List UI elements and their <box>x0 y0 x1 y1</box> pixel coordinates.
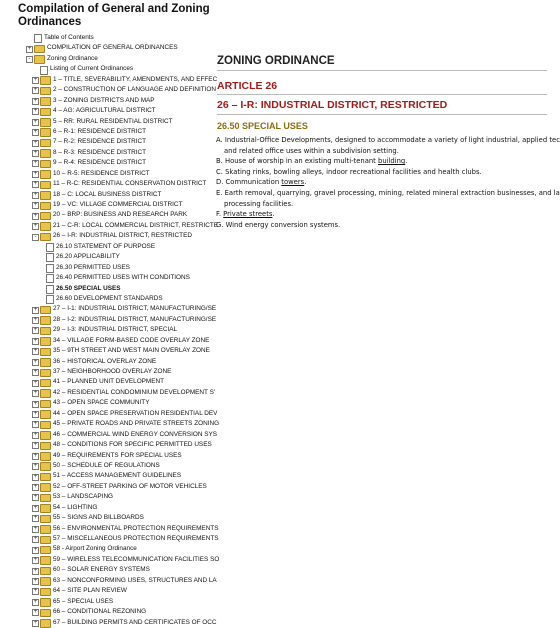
special-use-item <box>216 188 560 199</box>
toc-folder-item[interactable] <box>0 336 212 346</box>
toc-folder-item[interactable] <box>0 96 212 106</box>
toc-folder-item[interactable] <box>0 440 212 450</box>
expand-icon[interactable]: + <box>33 160 38 167</box>
special-use-item <box>216 135 560 146</box>
expand-icon[interactable]: + <box>33 390 38 397</box>
document-icon <box>46 295 54 304</box>
toc-item-label: 26 – I-R: INDUSTRIAL DISTRICT, RESTRICTED <box>53 232 192 240</box>
toc-folder-item[interactable] <box>0 315 217 325</box>
folder-icon <box>40 108 51 117</box>
folder-icon <box>40 87 51 96</box>
use-link[interactable]: building <box>378 157 406 166</box>
toc-document-item[interactable] <box>0 273 212 283</box>
folder-icon <box>40 598 51 607</box>
toc-item-label: 60 – SOLAR ENERGY SYSTEMS <box>53 566 150 574</box>
expand-icon[interactable]: + <box>33 546 38 553</box>
expand-icon[interactable]: + <box>33 108 38 115</box>
toc-folder-item[interactable] <box>0 544 212 554</box>
expand-icon[interactable]: + <box>33 473 38 480</box>
toc-item-label: 45 – PRIVATE ROADS AND PRIVATE STREETS ZONING <box>53 420 220 428</box>
toc-folder-item[interactable] <box>0 534 219 544</box>
toc-item-label: 48 – CONDITIONS FOR SPECIFIC PERMITTED USES <box>53 441 212 449</box>
folder-icon <box>40 442 51 451</box>
use-text: Industrial-Office Developments, designed to accommodate a variety of light industrial, applied tec <box>224 136 560 144</box>
document-icon <box>40 66 48 75</box>
expand-icon[interactable]: + <box>33 181 38 188</box>
folder-icon <box>40 212 51 221</box>
divider <box>217 70 547 71</box>
divider <box>217 94 547 95</box>
toc-panel <box>0 0 220 626</box>
expand-icon[interactable]: + <box>33 97 38 104</box>
use-text: Wind energy conversion systems. <box>225 220 341 229</box>
expand-icon[interactable]: + <box>33 619 38 626</box>
toc-folder-item[interactable] <box>0 43 212 53</box>
toc-item-label: 46 – COMMERCIAL WIND ENERGY CONVERSION SYS <box>53 430 218 438</box>
toc-folder-item[interactable] <box>0 54 212 64</box>
toc-item-label: 11 – R-C: RESIDENTIAL CONSERVATION DISTRICT <box>53 180 207 188</box>
use-link[interactable]: towers <box>281 178 305 187</box>
document-icon <box>46 243 54 252</box>
document-icon <box>46 253 54 262</box>
folder-icon <box>34 55 45 64</box>
folder-icon <box>40 421 51 430</box>
subsection-title: 26.50 SPECIAL USES <box>217 121 308 131</box>
folder-icon <box>40 316 51 325</box>
toc-document-item[interactable] <box>0 284 212 294</box>
expand-icon[interactable]: + <box>33 515 38 522</box>
toc-folder-item[interactable] <box>0 137 212 147</box>
expand-icon[interactable]: + <box>33 139 38 146</box>
folder-icon <box>40 504 51 513</box>
folder-icon <box>40 170 51 179</box>
folder-icon <box>40 400 51 409</box>
folder-icon <box>40 452 51 461</box>
use-link[interactable]: Private streets <box>223 210 273 219</box>
expand-icon[interactable]: + <box>33 170 38 177</box>
folder-icon <box>40 431 51 440</box>
toc-folder-item[interactable] <box>0 503 212 513</box>
toc-tree <box>0 33 220 628</box>
folder-icon <box>40 473 51 482</box>
toc-item-label: 19 – VC: VILLAGE COMMERCIAL DISTRICT <box>53 201 183 208</box>
toc-item-label: 26.30 PERMITTED USES <box>56 263 130 271</box>
toc-item-label: 54 – LIGHTING <box>53 503 98 511</box>
toc-document-item[interactable] <box>0 64 212 74</box>
folder-icon <box>40 410 51 419</box>
toc-item-label: 59 – WIRELESS TELECOMMUNICATION FACILITIES SO <box>53 555 220 563</box>
folder-icon <box>40 337 51 346</box>
section-title: 26 – I-R: INDUSTRIAL DISTRICT, RESTRICTED <box>217 99 448 111</box>
expand-icon[interactable]: + <box>33 536 38 543</box>
toc-item-label: 35 – 9TH STREET AND WEST MAIN OVERLAY ZONE <box>53 347 210 355</box>
document-view <box>213 0 560 588</box>
toc-item-label: COMPILATION OF GENERAL ORDINANCES <box>47 44 178 52</box>
toc-item-label: 27 – I-1: INDUSTRIAL DISTRICT, MANUFACTURING/SE <box>53 305 217 313</box>
folder-icon <box>40 536 51 545</box>
toc-item-label: 55 – SIGNS AND BILLBOARDS <box>53 514 144 522</box>
toc-item-label: 57 – MISCELLANEOUS PROTECTION REQUIREMENTS <box>53 535 219 542</box>
toc-item-label: 28 – I-2: INDUSTRIAL DISTRICT, MANUFACTURING/SE <box>53 315 217 323</box>
toc-folder-item[interactable] <box>0 471 212 481</box>
toc-folder-item[interactable] <box>0 85 216 95</box>
toc-item-label: 65 – SPECIAL USES <box>53 597 114 605</box>
folder-icon <box>40 546 51 555</box>
toc-folder-item[interactable] <box>0 597 212 607</box>
special-use-item: D. Communication towers. <box>216 178 307 187</box>
toc-item-label: Table of Contents <box>44 34 94 41</box>
collapse-icon[interactable]: - <box>32 234 39 241</box>
document-icon <box>46 274 54 283</box>
folder-icon <box>40 358 51 367</box>
toc-folder-item[interactable] <box>0 409 218 419</box>
toc-item-label: 43 – OPEN SPACE COMMUNITY <box>53 399 150 407</box>
special-use-item <box>216 167 547 178</box>
toc-folder-item[interactable] <box>0 419 220 429</box>
expand-icon[interactable]: + <box>33 609 38 616</box>
toc-folder-item[interactable] <box>0 492 212 502</box>
folder-icon <box>40 233 51 242</box>
folder-icon <box>40 389 51 398</box>
toc-item-label: 52 – OFF-STREET PARKING OF MOTOR VEHICLES <box>53 482 207 490</box>
expand-icon[interactable]: + <box>33 577 38 584</box>
special-use-item <box>216 146 547 157</box>
expand-icon[interactable]: + <box>33 410 38 417</box>
toc-item-label: 58 - Airport Zoning Ordinance <box>53 545 137 553</box>
toc-folder-item[interactable] <box>0 231 212 241</box>
toc-folder-item[interactable] <box>0 158 212 168</box>
toc-folder-item[interactable] <box>0 304 217 314</box>
toc-folder-item[interactable] <box>0 388 216 398</box>
toc-folder-item[interactable] <box>0 367 212 377</box>
document-heading: ZONING ORDINANCE <box>217 55 335 67</box>
use-text: and related office uses within a subdivision setting. <box>224 146 399 155</box>
expand-icon[interactable]: + <box>33 431 38 438</box>
expand-icon[interactable]: + <box>33 557 38 564</box>
expand-icon[interactable]: + <box>33 421 38 428</box>
folder-icon <box>40 118 51 127</box>
folder-icon <box>40 149 51 158</box>
folder-icon <box>40 202 51 211</box>
toc-item-label: 8 – R-3: RESIDENCE DISTRICT <box>53 148 147 156</box>
toc-folder-item[interactable] <box>0 357 212 367</box>
toc-item-label: 37 – NEIGHBORHOOD OVERLAY ZONE <box>53 368 172 375</box>
panel-title: Compilation of General and Zoning Ordinances <box>18 3 210 28</box>
use-text: processing facilities. <box>224 199 294 208</box>
toc-folder-item[interactable] <box>0 346 212 356</box>
toc-item-label: Listing of Current Ordinances <box>50 65 134 73</box>
document-icon <box>34 34 42 43</box>
toc-folder-item[interactable] <box>0 482 212 492</box>
expand-icon[interactable]: + <box>33 358 38 365</box>
expand-icon[interactable]: + <box>33 494 38 501</box>
use-text: C. <box>216 167 226 176</box>
toc-item-label: 26.10 STATEMENT OF PURPOSE <box>56 242 156 250</box>
expand-icon[interactable]: + <box>33 76 38 83</box>
toc-item-label: 34 – VILLAGE FORM-BASED CODE OVERLAY ZONE <box>53 336 210 344</box>
expand-icon[interactable]: + <box>33 400 38 407</box>
folder-icon <box>40 348 51 357</box>
use-text: D. Communication <box>216 178 282 187</box>
toc-folder-item[interactable] <box>0 200 212 210</box>
toc-item-label: 9 – R-4: RESIDENCE DISTRICT <box>53 159 147 167</box>
toc-item-label: 6 – R-1: RESIDENCE DISTRICT <box>53 127 147 135</box>
toc-document-item[interactable] <box>0 33 212 43</box>
toc-folder-item[interactable] <box>0 106 212 116</box>
toc-folder-item[interactable] <box>0 221 218 231</box>
folder-icon <box>40 76 51 85</box>
use-text: Earth removal, quarrying, gravel processing, mining, related mineral extraction businesses, and la <box>224 188 560 197</box>
folder-icon <box>40 191 51 200</box>
toc-item-label: 42 – RESIDENTIAL CONDOMINIUM DEVELOPMENT S' <box>53 388 216 396</box>
toc-document-item[interactable] <box>0 294 212 304</box>
toc-folder-item[interactable] <box>0 555 220 565</box>
special-use-item <box>216 220 547 231</box>
toc-item-label: 10 – R-5: RESIDENCE DISTRICT <box>53 169 150 177</box>
toc-folder-item[interactable] <box>0 148 212 158</box>
expand-icon[interactable]: + <box>33 212 38 219</box>
folder-icon <box>40 379 51 388</box>
toc-item-label: 4 – AG: AGRICULTURAL DISTRICT <box>53 107 156 115</box>
use-text: G. <box>216 220 226 229</box>
toc-item-label: 53 – LANDSCAPING <box>53 493 114 501</box>
toc-item-label: 18 – C: LOCAL BUSINESS DISTRICT <box>53 190 162 198</box>
toc-item-label: 51 – ACCESS MANAGEMENT GUIDELINES <box>53 472 182 480</box>
toc-item-label: Zoning Ordinance <box>47 54 98 62</box>
expand-icon[interactable]: + <box>33 504 38 511</box>
expand-icon[interactable]: + <box>33 452 38 459</box>
folder-icon <box>40 588 51 597</box>
divider <box>217 114 547 115</box>
special-use-item: B. House of worship in an existing multi-tenant building. <box>216 157 408 166</box>
toc-item-label: 20 – BRP: BUSINESS AND RESEARCH PARK <box>53 211 188 219</box>
toc-folder-item[interactable] <box>0 210 212 220</box>
folder-icon <box>40 97 51 106</box>
folder-icon <box>40 369 51 378</box>
expand-icon[interactable]: + <box>33 598 38 605</box>
expand-icon[interactable]: + <box>33 463 38 470</box>
toc-item-label: 2 – CONSTRUCTION OF LANGUAGE AND DEFINITION <box>53 86 216 94</box>
folder-icon <box>40 128 51 137</box>
expand-icon[interactable]: + <box>33 379 38 386</box>
toc-item-label: 41 – PLANNED UNIT DEVELOPMENT <box>53 378 165 386</box>
expand-icon[interactable]: + <box>33 317 38 323</box>
toc-folder-item[interactable] <box>0 430 218 440</box>
special-uses-list <box>216 135 560 230</box>
toc-item-label: 7 – R-2: RESIDENCE DISTRICT <box>53 138 147 146</box>
folder-icon <box>40 567 51 576</box>
expand-icon[interactable]: + <box>33 525 38 532</box>
folder-icon <box>40 160 51 169</box>
toc-document-item[interactable] <box>0 242 212 252</box>
expand-icon[interactable]: + <box>33 129 38 136</box>
toc-item-label: 5 – RR: RURAL RESIDENTIAL DISTRICT <box>53 117 173 125</box>
toc-item-label: 26.20 APPLICABILITY <box>56 253 120 261</box>
folder-icon <box>40 619 51 628</box>
toc-folder-item[interactable] <box>0 451 212 461</box>
toc-item-label: 29 – I-3: INDUSTRIAL DISTRICT, SPECIAL <box>53 326 178 334</box>
expand-icon[interactable]: + <box>33 567 38 574</box>
expand-icon[interactable]: + <box>33 348 38 355</box>
folder-icon <box>40 494 51 503</box>
expand-icon[interactable]: + <box>33 191 38 198</box>
toc-item-label: 44 – OPEN SPACE PRESERVATION RESIDENTIAL DEV <box>53 409 218 417</box>
toc-folder-item[interactable] <box>0 117 212 127</box>
toc-item-label: 67 – BUILDING PERMITS AND CERTIFICATES OF OCC <box>53 618 217 626</box>
toc-document-item[interactable] <box>0 252 212 262</box>
expand-icon[interactable]: + <box>33 484 38 490</box>
folder-icon <box>40 222 51 231</box>
folder-icon <box>34 45 45 54</box>
folder-icon <box>40 139 51 148</box>
use-text: F. <box>216 210 224 219</box>
toc-folder-item[interactable] <box>0 325 212 335</box>
toc-folder-item[interactable] <box>0 75 218 85</box>
toc-folder-item[interactable] <box>0 190 212 200</box>
toc-item-label: 26.50 SPECIAL USES <box>56 284 121 292</box>
collapse-icon[interactable]: - <box>26 56 33 63</box>
expand-icon[interactable]: + <box>27 45 32 52</box>
expand-icon[interactable]: + <box>33 442 38 449</box>
folder-icon <box>40 609 51 618</box>
special-use-item: F. Private streets. <box>216 210 275 219</box>
toc-item-label: 64 – SITE PLAN REVIEW <box>53 587 127 595</box>
expand-icon[interactable]: + <box>33 337 38 344</box>
folder-icon <box>40 515 51 524</box>
toc-folder-item[interactable] <box>0 377 212 387</box>
toc-item-label: 56 – ENVIRONMENTAL PROTECTION REQUIREMENTS <box>53 524 219 532</box>
folder-icon <box>40 556 51 565</box>
expand-icon[interactable]: + <box>33 369 38 376</box>
toc-item-label: 26.60 DEVELOPMENT STANDARDS <box>56 294 163 302</box>
expand-icon[interactable]: + <box>33 118 38 125</box>
use-text: A. <box>216 136 225 144</box>
expand-icon[interactable]: + <box>33 306 38 313</box>
toc-item-label: 49 – REQUIREMENTS FOR SPECIAL USES <box>53 451 182 459</box>
toc-item-label: 1 – TITLE, SEVERABILITY, AMENDMENTS, AND EFFEC <box>53 75 218 83</box>
toc-folder-item[interactable] <box>0 607 212 617</box>
toc-folder-item[interactable] <box>0 565 212 575</box>
toc-item-label: 3 – ZONING DISTRICTS AND MAP <box>53 96 155 104</box>
toc-folder-item[interactable] <box>0 461 212 471</box>
toc-item-label: 21 – C-R: LOCAL COMMERCIAL DISTRICT, RESTRICTE <box>53 221 218 229</box>
toc-document-item[interactable] <box>0 263 212 273</box>
document-icon <box>46 285 54 294</box>
folder-icon <box>40 525 51 534</box>
use-text: E. <box>216 188 225 197</box>
folder-icon <box>40 462 51 471</box>
expand-icon[interactable]: + <box>33 202 38 209</box>
toc-folder-item[interactable] <box>0 586 212 596</box>
toc-folder-item[interactable] <box>0 398 212 408</box>
expand-icon[interactable]: + <box>33 223 38 230</box>
expand-icon[interactable]: + <box>33 588 38 595</box>
folder-icon <box>40 483 51 492</box>
article-label: ARTICLE 26 <box>217 80 278 92</box>
toc-folder-item[interactable] <box>0 524 219 534</box>
toc-item-label: 50 – SCHEDULE OF REGULATIONS <box>53 461 160 469</box>
expand-icon[interactable]: + <box>33 150 38 156</box>
toc-folder-item[interactable] <box>0 618 217 628</box>
toc-item-label: 36 – HISTORICAL OVERLAY ZONE <box>53 357 157 365</box>
expand-icon[interactable]: + <box>33 327 38 334</box>
expand-icon[interactable]: + <box>33 87 38 94</box>
special-use-item <box>216 199 547 210</box>
use-text: B. House of worship in an existing multi-tenant <box>216 157 378 166</box>
toc-folder-item[interactable] <box>0 169 212 179</box>
toc-item-label: 66 – CONDITIONAL REZONING <box>53 608 147 616</box>
use-text: Skating rinks, bowling alleys, indoor recreational facilities and health clubs. <box>225 167 482 176</box>
toc-folder-item[interactable] <box>0 179 212 189</box>
toc-folder-item[interactable] <box>0 127 212 137</box>
folder-icon <box>40 577 51 586</box>
folder-icon <box>40 306 51 315</box>
toc-folder-item[interactable] <box>0 576 217 586</box>
folder-icon <box>40 181 51 190</box>
toc-item-label: 63 – NONCONFORMING USES, STRUCTURES AND LA <box>53 576 217 584</box>
toc-item-label: 26.40 PERMITTED USES WITH CONDITIONS <box>56 274 190 282</box>
folder-icon <box>40 327 51 336</box>
toc-folder-item[interactable] <box>0 513 212 523</box>
document-icon <box>46 264 54 273</box>
